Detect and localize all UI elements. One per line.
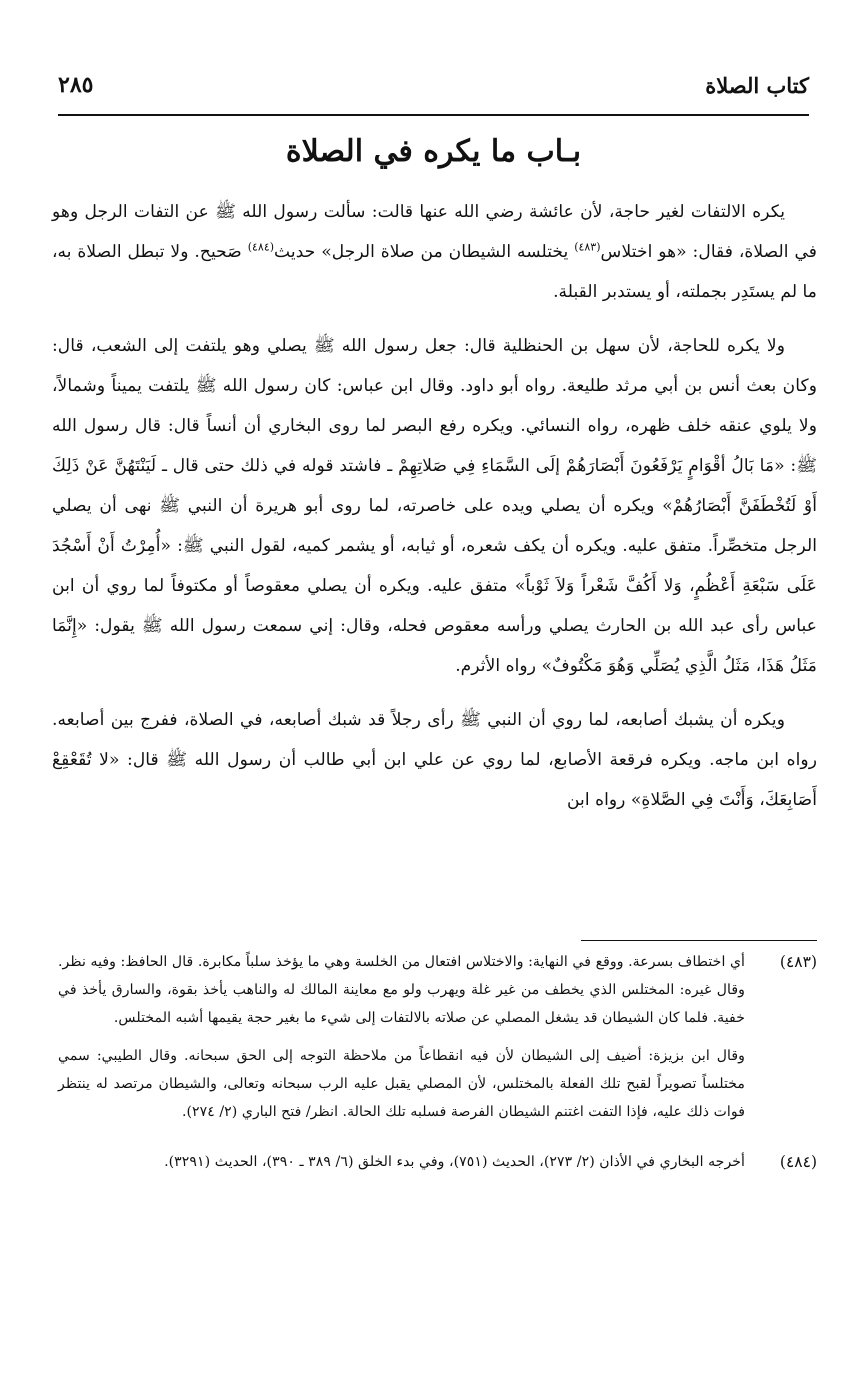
chapter-title: بـاب ما يكره في الصلاة [285,134,582,169]
footnote-body [58,948,745,1136]
footnote-paragraph: أي اختطاف بسرعة. ووقع في النهاية: والاختلاس افتعال من الخلسة وهي ما يؤخذ سلباً مكابرة. قال الحافظ: وفيه نظر. وقال غيره: المختلس الذي يخطف من غير غلة ويهرب ولو مع معاينة المالك له والناهب يأخذ بقوة، والسارق يأخذ في خفية. فلما كان الشيطان قد يشغل المصلي عن صلاته بالالتفات إلى شيء ما بغير حجة يقيمها أشبه المختلس. [58,954,745,1026]
header-rule [58,114,809,116]
footnote-number: (٤٨٤) [779,1153,817,1171]
paragraph-1-part-b: يختلسه الشيطان من صلاة الرجل» حديث [274,242,575,262]
paragraph-1 [52,192,817,312]
paragraph-1-part-c: صَحيح. ولا تبطل الصلاة به، ما لم يستَدِر بجملته، أو يستدبر القبلة. [52,242,817,302]
paragraph-1-part-a: يكره الالتفات لغير حاجة، لأن عائشة رضي الله عنها قالت: سألت رسول الله ﷺ عن التفات الرجل وهو في الصلاة، فقال: «هو اختلاس [52,202,817,262]
footnote-483 [58,948,817,1136]
footnote-number: (٤٨٣) [779,953,817,971]
footnote-paragraph: أخرجه البخاري في الأذان (٢/ ٢٧٣)، الحديث (٧٥١)، وفي بدء الخلق (٦/ ٣٨٩ ـ ٣٩٠)، الحديث (٣٢٩١). [164,1154,745,1170]
footnote-ref-483[interactable]: (٤٨٣) [574,240,601,254]
footnote-484 [58,1148,817,1186]
footnote-ref-484[interactable]: (٤٨٤) [247,240,275,254]
paragraph-3: ويكره أن يشبك أصابعه، لما روي أن النبي ﷺ رأى رجلاً قد شبك أصابعه، في الصلاة، ففرج بين أصابعه. رواه ابن ماجه. ويكره فرقعة الأصابع، لما روي عن علي ابن أبي طالب أن رسول الله ﷺ قال: «لا تُقَعْقِعْ أَصَابِعَكَ، وَأَنْتَ فِي الصَّلاةِ» رواه ابن [52,710,817,810]
footnote-separator [581,940,817,941]
footnotes [58,948,817,1198]
paragraph-2: ولا يكره للحاجة، لأن سهل بن الحنظلية قال: جعل رسول الله ﷺ يصلي وهو يلتفت إلى الشعب، قال: وكان بعث أنس بن أبي مرثد طليعة. رواه أبو داود. وقال ابن عباس: كان رسول الله ﷺ يلتفت يميناً وشمالاً، ولا يلوي عنقه خلف ظهره، رواه النسائي. ويكره رفع البصر لما روى البخاري أن أنساً قال: قال رسول الله ﷺ: «مَا بَالُ أقْوَامٍ يَرْفَعُونَ أَبْصَارَهُمْ إلَى السَّمَاءِ فِي صَلاتِهِمْ ـ فاشتد قوله في ذلك حتى قال ـ لَيَنْتَهُنَّ عَنْ ذَلِكَ أَوْ لَتُخْطَفَنَّ أَبْصَارُهُمْ» ويكره أن يصلي ويده على خاصرته، لما روى أبو هريرة أن النبي ﷺ نهى أن يصلي الرجل متخصِّراً. متفق عليه. ويكره أن يكف شعره، أو ثيابه، أو يشمر كميه، لقول النبي ﷺ: «أُمِرْتُ أَنْ أَسْجُدَ عَلَى سَبْعَةِ أَعْظُمٍ، وَلا أَكُفَّ شَعْراً وَلاَ ثَوْباً» متفق عليه. ويكره أن يصلي معقوصاً أو مكتوفاً لما روي أن ابن عباس رأى عبد الله بن الحارث يصلي ورأسه معقوص فحله، وقال: إني سمعت رسول الله ﷺ يقول: «إِنَّمَا مَثَلُ هَذَا، مَثَلُ الَّذِي يُصَلِّي وَهُوَ مَكْتُوفٌ» رواه الأثرم. [52,336,817,676]
page-number: ٢٨٥ [58,72,94,98]
footnote-paragraph: وقال ابن بزيزة: أضيف إلى الشيطان لأن فيه انقطاعاً من ملاحظة التوجه إلى الحق سبحانه. وقال الطيبي: سمي مختلساً تصويراً لقبح تلك الفعلة بالمختلس، لأن المصلي يقبل عليه الرب سبحانه وتعالى، والشيطان مرتصد له ينتظر فوات ذلك عليه، فإذا التفت اغتنم الشيطان الفرصة فسلبه تلك الحالة. انظر/ فتح الباري (٢/ ٢٧٤). [58,1048,745,1120]
running-title: كتاب الصلاة [705,73,809,98]
page-header [58,58,809,98]
main-text [52,192,817,834]
footnote-body [58,1148,745,1186]
